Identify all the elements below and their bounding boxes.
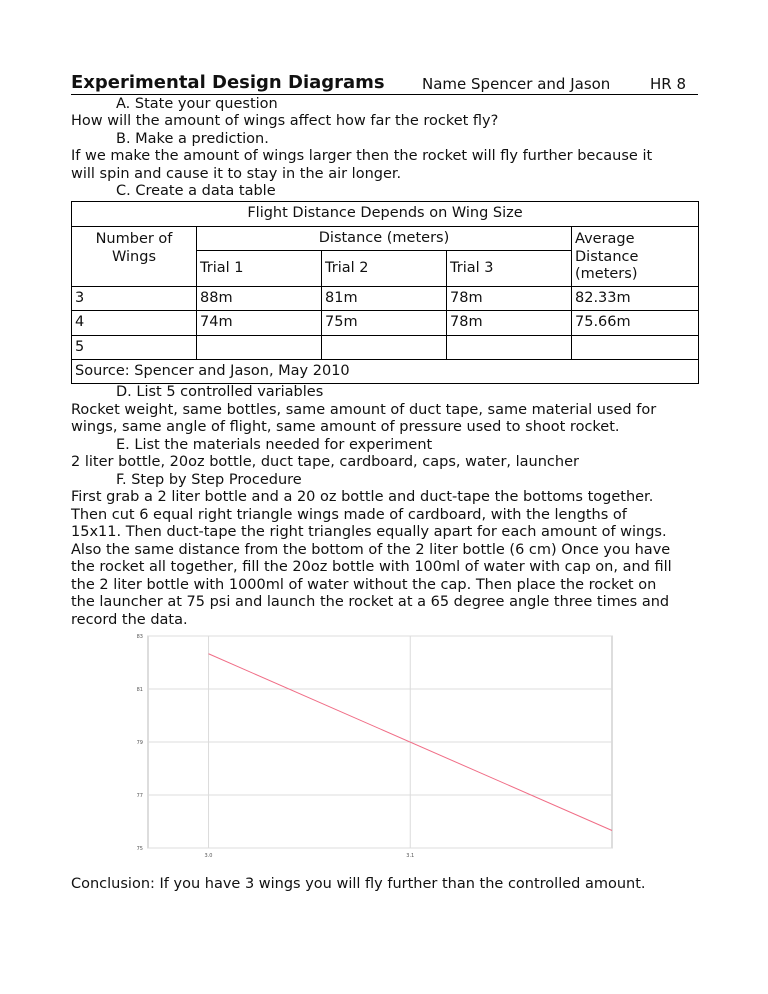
distance-line-chart	[126, 630, 616, 862]
cell-wings: 5	[72, 336, 197, 360]
procedure-line: record the data.	[71, 612, 188, 628]
header-distance: Distance (meters)	[197, 227, 572, 251]
table-row	[72, 311, 699, 336]
prediction-line-2: will spin and cause it to stay in the air longer.	[71, 166, 402, 182]
procedure-line: 15x11. Then duct-tape the right triangles equally apart for each amount of wings.	[71, 524, 667, 540]
question-text: How will the amount of wings affect how far the rocket fly?	[71, 113, 499, 129]
cell-trial-2: 75m	[322, 311, 447, 336]
variables-line-1: Rocket weight, same bottles, same amount of duct tape, same material used for	[71, 402, 657, 418]
x-tick-label: 3.1	[406, 853, 415, 859]
procedure-line: the launcher at 75 psi and launch the rocket at a 65 degree angle three times and	[71, 594, 670, 610]
table-row	[72, 336, 699, 360]
cell-trial-3: 78m	[447, 287, 572, 311]
cell-average: 75.66m	[572, 311, 699, 336]
variables-line-2: wings, same angle of flight, same amount of pressure used to shoot rocket.	[71, 419, 620, 435]
procedure-line: the 2 liter bottle with 1000ml of water without the cap. Then place the rocket on	[71, 577, 657, 593]
cell-trial-2	[322, 336, 447, 360]
section-d-heading: D. List 5 controlled variables	[116, 384, 324, 400]
cell-trial-3: 78m	[447, 311, 572, 336]
y-tick-label: 75	[136, 846, 143, 852]
procedure-line: Also the same distance from the bottom of the 2 liter bottle (6 cm) Once you have	[71, 542, 671, 558]
header-trial-2: Trial 2	[322, 251, 447, 287]
student-names: Name Spencer and Jason	[422, 75, 611, 93]
cell-average	[572, 336, 699, 360]
section-a-heading: A. State your question	[116, 96, 278, 112]
conclusion-text: Conclusion: If you have 3 wings you will fly further than the controlled amount.	[71, 876, 646, 892]
document-header	[71, 72, 698, 95]
y-tick-label: 77	[136, 793, 143, 799]
x-tick-label: 3.0	[204, 853, 213, 859]
y-tick-label: 81	[136, 687, 143, 693]
procedure-line: the rocket all together, fill the 20oz bottle with 100ml of water with cap on, and fill	[71, 559, 672, 575]
y-tick-label: 79	[136, 740, 143, 746]
document-title: Experimental Design Diagrams	[71, 72, 385, 93]
section-b-heading: B. Make a prediction.	[116, 131, 269, 147]
cell-trial-1: 88m	[197, 287, 322, 311]
cell-wings: 4	[72, 311, 197, 336]
procedure-line: First grab a 2 liter bottle and a 20 oz bottle and duct-tape the bottoms together.	[71, 489, 654, 505]
cell-trial-1	[197, 336, 322, 360]
cell-trial-2: 81m	[322, 287, 447, 311]
y-tick-label: 83	[136, 634, 143, 640]
header-trial-3: Trial 3	[447, 251, 572, 287]
section-e-heading: E. List the materials needed for experiment	[116, 437, 433, 453]
cell-trial-3	[447, 336, 572, 360]
cell-trial-1: 74m	[197, 311, 322, 336]
prediction-line-1: If we make the amount of wings larger then the rocket will fly further because it	[71, 148, 653, 164]
header-average-distance: Average Distance (meters)	[572, 227, 699, 287]
table-source: Source: Spencer and Jason, May 2010	[72, 360, 699, 384]
cell-wings: 3	[72, 287, 197, 311]
table-row	[72, 287, 699, 311]
header-trial-1: Trial 1	[197, 251, 322, 287]
cell-average: 82.33m	[572, 287, 699, 311]
homeroom-label: HR 8	[650, 75, 687, 93]
data-table	[71, 201, 699, 384]
section-c-heading: C. Create a data table	[116, 183, 276, 199]
header-number-of-wings: Number of Wings	[72, 227, 197, 287]
procedure-line: Then cut 6 equal right triangle wings made of cardboard, with the lengths of	[71, 507, 627, 523]
materials-text: 2 liter bottle, 20oz bottle, duct tape, cardboard, caps, water, launcher	[71, 454, 579, 470]
table-title: Flight Distance Depends on Wing Size	[72, 202, 699, 227]
section-f-heading: F. Step by Step Procedure	[116, 472, 302, 488]
